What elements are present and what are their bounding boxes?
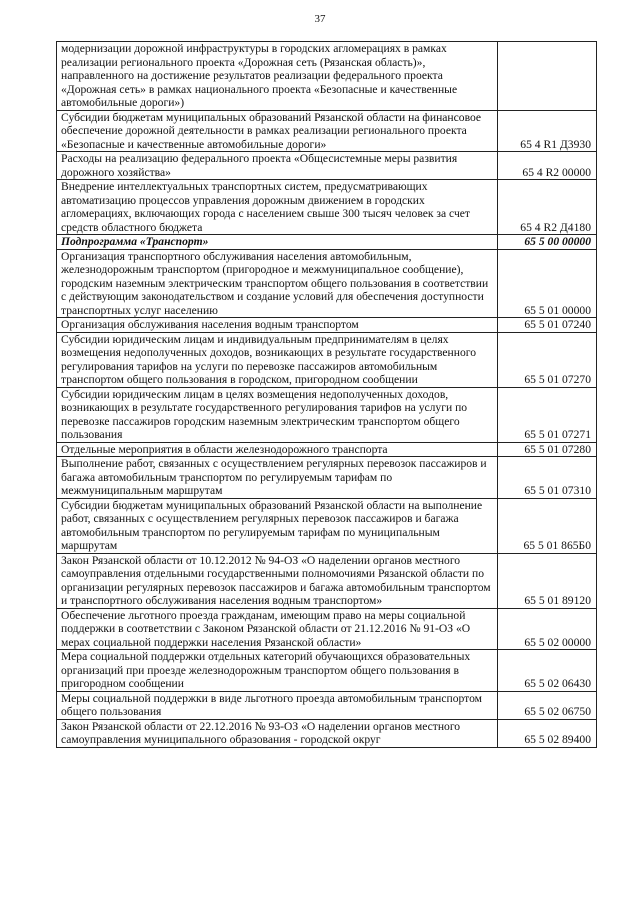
row-code: 65 5 02 00000: [498, 608, 597, 650]
table-row: [57, 332, 597, 387]
table-row: [57, 691, 597, 719]
budget-classification-table: [56, 41, 597, 748]
table-row: [57, 719, 597, 747]
table-row: [57, 152, 597, 180]
row-code: 65 5 01 07240: [498, 318, 597, 333]
row-code: 65 5 01 89120: [498, 553, 597, 608]
row-name: Закон Рязанской области от 22.12.2016 № 93-ОЗ «О наделении органов местного самоуправления муниципального образования - городской округ: [57, 719, 498, 747]
row-code: 65 5 01 07270: [498, 332, 597, 387]
row-code: 65 5 00 00000: [498, 235, 597, 250]
row-code: [498, 42, 597, 111]
subprogram-row: [57, 235, 597, 250]
row-code: 65 5 01 07280: [498, 442, 597, 457]
row-code: 65 5 01 07271: [498, 387, 597, 442]
table-body: [57, 42, 597, 748]
row-name: Расходы на реализацию федерального проекта «Общесистемные меры развития дорожного хозяйства»: [57, 152, 498, 180]
table-row: [57, 457, 597, 499]
table-row: [57, 180, 597, 235]
row-code: 65 5 02 06750: [498, 691, 597, 719]
row-name: Подпрограмма «Транспорт»: [57, 235, 498, 250]
row-name: Субсидии бюджетам муниципальных образований Рязанской области на финансовое обеспечение дорожной деятельности в рамках реализации регионального проекта «Безопасные и качественные автомобильные дороги»: [57, 110, 498, 152]
row-name: Обеспечение льготного проезда гражданам, имеющим право на меры социальной поддержки в соответствии с Законом Рязанской области от 21.12.2016 № 91-ОЗ «О мерах социальной поддержки населения Рязанской области»: [57, 608, 498, 650]
row-code: 65 5 01 00000: [498, 249, 597, 318]
row-name: Выполнение работ, связанных с осуществлением регулярных перевозок пассажиров и багажа автомобильным транспортом по регулируемым тарифам по межмуниципальным маршрутам: [57, 457, 498, 499]
table-row: [57, 442, 597, 457]
table-row: [57, 110, 597, 152]
table-row: [57, 387, 597, 442]
table-row: [57, 650, 597, 692]
row-name: Мера социальной поддержки отдельных категорий обучающихся образовательных организаций при проезде железнодорожным транспортом общего пользования в пригородном сообщении: [57, 650, 498, 692]
row-code: 65 5 01 865Б0: [498, 498, 597, 553]
page-number: 37: [314, 13, 326, 25]
row-name: Субсидии юридическим лицам и индивидуальным предпринимателям в целях возмещения недополученных доходов, возникающих в результате государственного регулирования тарифов на услуги по перевозке пассажиров автомобильным транспортом общего пользования в городском, пригородном сообщении: [57, 332, 498, 387]
table-row: [57, 553, 597, 608]
row-code: 65 4 R2 00000: [498, 152, 597, 180]
table-row: [57, 249, 597, 318]
table-row: [57, 42, 597, 111]
row-code: 65 5 01 07310: [498, 457, 597, 499]
table-row: [57, 498, 597, 553]
row-code: 65 4 R2 Д4180: [498, 180, 597, 235]
table-row: [57, 318, 597, 333]
row-name: Субсидии бюджетам муниципальных образований Рязанской области на выполнение работ, связанных с осуществлением регулярных перевозок пассажиров и багажа автомобильным транспортом по регулируемым тарифам по муниципальным маршрутам: [57, 498, 498, 553]
row-code: 65 5 02 06430: [498, 650, 597, 692]
row-name: модернизации дорожной инфраструктуры в городских агломерациях в рамках реализации регионального проекта «Дорожная сеть (Рязанская область)», направленного на достижение результатов реализации федерального проекта «Дорожная сеть» в рамках национального проекта «Безопасные и качественные автомобильные дороги»): [57, 42, 498, 111]
row-code: 65 4 R1 Д3930: [498, 110, 597, 152]
row-name: Организация обслуживания населения водным транспортом: [57, 318, 498, 333]
row-name: Отдельные мероприятия в области железнодорожного транспорта: [57, 442, 498, 457]
row-name: Закон Рязанской области от 10.12.2012 № 94-ОЗ «О наделении органов местного самоуправления отдельными государственными полномочиями Рязанской области по организации регулярных перевозок пассажиров и багажа автомобильным транспортом и транспортного обслуживания населения водным транспортом»: [57, 553, 498, 608]
row-name: Внедрение интеллектуальных транспортных систем, предусматривающих автоматизацию процессов управления дорожным движением в городских агломерациях, включающих города с населением свыше 300 тысяч человек за счет средств областного бюджета: [57, 180, 498, 235]
table-row: [57, 608, 597, 650]
row-name: Организация транспортного обслуживания населения автомобильным, железнодорожным транспортом (пригородное и межмуниципальное сообщение), городским наземным электрическим транспортом общего пользования в соответствии с действующим законодательством и создание условий для обеспечения доступности транспортных услуг населению: [57, 249, 498, 318]
row-code: 65 5 02 89400: [498, 719, 597, 747]
row-name: Меры социальной поддержки в виде льготного проезда автомобильным транспортом общего пользования: [57, 691, 498, 719]
row-name: Субсидии юридическим лицам в целях возмещения недополученных доходов, возникающих в результате государственного регулирования тарифов на услуги по перевозке пассажиров городским наземным электрическим транспортом общего пользования: [57, 387, 498, 442]
